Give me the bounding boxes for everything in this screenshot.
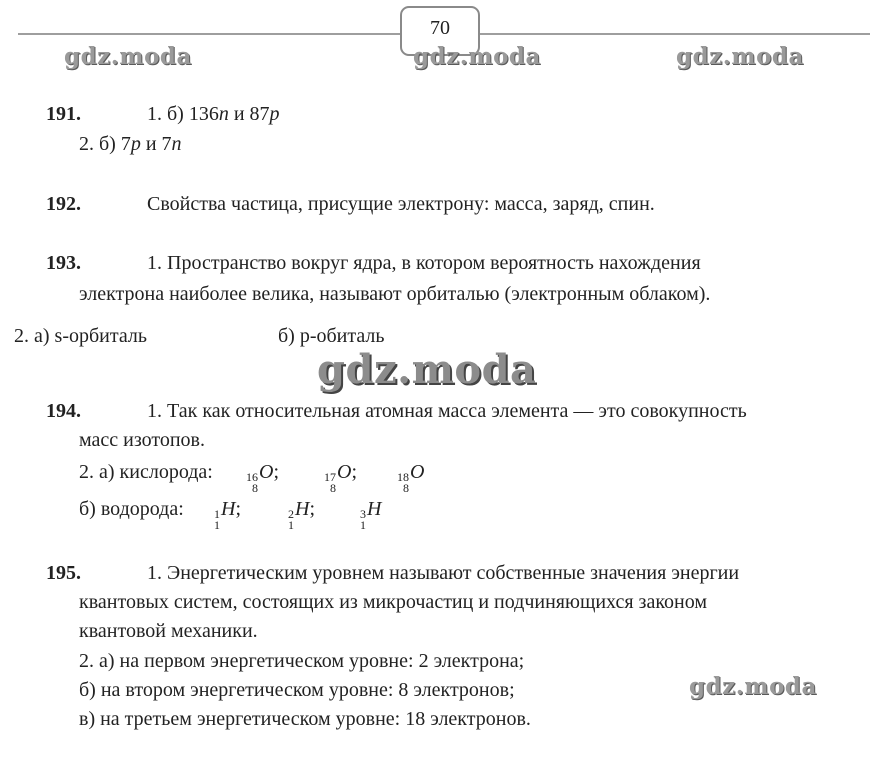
watermark: gdz.moda: [689, 673, 817, 700]
question-number-192: 192.: [46, 193, 81, 215]
q195-answer-line: в) на третьем энергетическом уровне: 18 электронов.: [79, 708, 531, 730]
q194-answer-line: 1. Так как относительная атомная масса элемента — это совокупность: [147, 400, 747, 422]
question-number-195: 195.: [46, 562, 81, 584]
q194-answer-line: масс изотопов.: [79, 429, 205, 451]
page-number: 70: [430, 17, 450, 39]
q191-answer-1: 1. б) 136n и 87p: [147, 103, 280, 125]
isotope-h2: 2 1 H;: [288, 498, 316, 532]
q193-item-b: б) p-обиталь: [278, 325, 385, 347]
q194-hydrogen-label: б) водорода:: [79, 498, 184, 520]
question-number-194: 194.: [46, 400, 81, 422]
isotope-h3: 3 1 H: [360, 498, 382, 532]
q192-answer: Свойства частица, присущие электрону: масса, заряд, спин.: [147, 193, 655, 215]
watermark-large: gdz.moda: [317, 346, 537, 393]
question-number-191: 191.: [46, 103, 81, 125]
q195-answer-line: б) на втором энергетическом уровне: 8 электронов;: [79, 679, 515, 701]
q191-answer-2: 2. б) 7p и 7n: [79, 133, 182, 155]
header-rule-left: [18, 33, 400, 35]
q195-answer-line: 1. Энергетическим уровнем называют собственные значения энергии: [147, 562, 740, 584]
header-rule-right: [480, 33, 870, 35]
watermark: gdz.moda: [413, 43, 541, 70]
q195-answer-line: 2. а) на первом энергетическом уровне: 2 электрона;: [79, 650, 525, 672]
question-number-193: 193.: [46, 252, 81, 274]
watermark: gdz.moda: [676, 43, 804, 70]
q193-answer-line: электрона наиболее велика, называют орбиталью (электронным облаком).: [79, 283, 711, 305]
q193-answer-line: 1. Пространство вокруг ядра, в котором вероятность нахождения: [147, 252, 701, 274]
isotope-o17: 17 8 O;: [324, 461, 358, 495]
watermark: gdz.moda: [64, 43, 192, 70]
isotope-h1: 1 1 H;: [214, 498, 242, 532]
q193-item-a: 2. а) s-орбиталь: [14, 325, 147, 347]
q195-answer-line: квантовой механики.: [79, 620, 258, 642]
isotope-o16: 16 8 O;: [246, 461, 280, 495]
q194-oxygen-label: 2. а) кислорода:: [79, 461, 213, 483]
isotope-o18: 18 8 O: [397, 461, 425, 495]
q195-answer-line: квантовых систем, состоящих из микрочастиц и подчиняющихся законом: [79, 591, 708, 613]
